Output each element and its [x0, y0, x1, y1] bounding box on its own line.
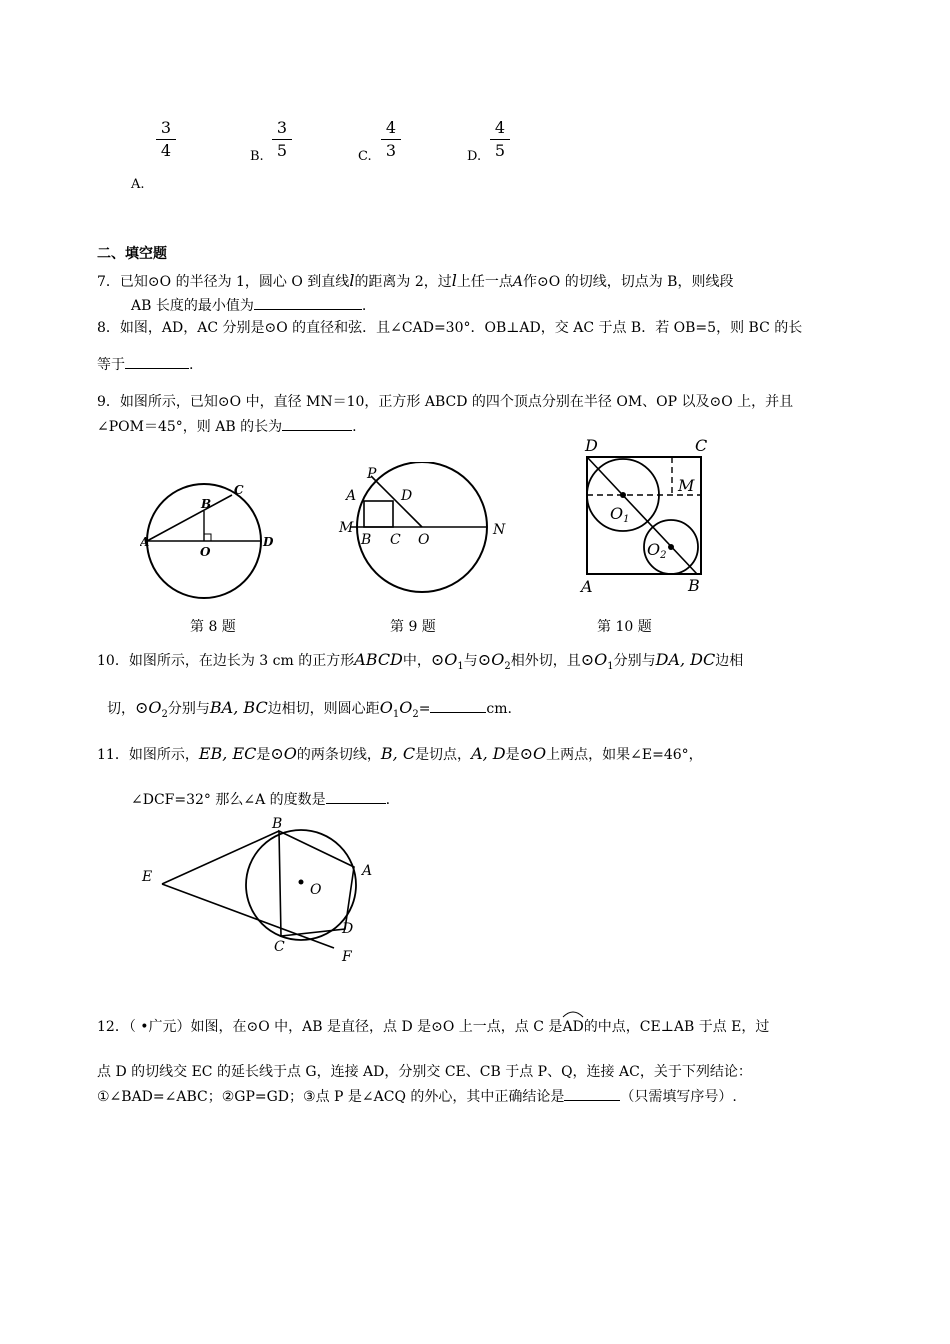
- option-c-denominator: 3: [385, 141, 397, 160]
- fig10-caption: 第 10 题: [597, 619, 652, 635]
- option-d-fraction: [490, 118, 510, 161]
- q10-text-b: 中，: [402, 653, 431, 669]
- fig9-label-p: P: [367, 466, 377, 482]
- section-title: 二、填空题: [97, 246, 167, 262]
- fig10-center-o2: [668, 544, 674, 550]
- q10-with: 与: [463, 653, 478, 669]
- fig10-label-o1-sub: 1: [623, 514, 630, 525]
- fig8-right-angle: [204, 534, 211, 541]
- fig11-label-d: D: [342, 921, 354, 937]
- q10-line-2: [107, 696, 512, 727]
- q12-text-b: 的中点，CE⊥AB 于点 E，过: [583, 1019, 770, 1035]
- q11-text-f: 上两点，如果∠E=46°，: [546, 747, 703, 763]
- option-d-label: D.: [467, 149, 482, 164]
- fig11-label-a: A: [362, 863, 373, 879]
- q7-line-2: [131, 295, 366, 316]
- q7-text-d: 作⊙O 的切线，切点为 B，则线段: [523, 274, 734, 290]
- option-a-label: A.: [131, 177, 145, 192]
- q10-answer-blank[interactable]: [430, 698, 486, 713]
- q11-line-2: [131, 789, 390, 810]
- q10-text-d: 分别与: [613, 653, 656, 669]
- fig8-chord-ac: [147, 495, 232, 541]
- fig9-label-o: O: [418, 532, 430, 548]
- fig8-caption: 第 8 题: [190, 619, 236, 635]
- fig8-label-b: B: [201, 497, 212, 511]
- q8-text-b: .: [189, 357, 194, 373]
- fig10-label-o1: [610, 504, 630, 525]
- option-d-denominator: 5: [494, 141, 506, 160]
- q9-line-1: 9．如图所示，已知⊙O 中，直径 MN＝10，正方形 ABCD 的四个顶点分别在半径 OM、OP 以及⊙O 上，并且: [97, 394, 794, 410]
- q12-line-1: [97, 1016, 769, 1038]
- fig10-label-o2-main: O: [647, 540, 661, 559]
- q7-text-a: 7．已知⊙O 的半径为 1，圆心 O 到直线: [97, 274, 350, 290]
- q7-answer-blank[interactable]: [254, 295, 362, 310]
- option-a-numerator: 3: [156, 118, 176, 140]
- q12-line-2: 点 D 的切线交 EC 的延长线于点 G，连接 AD，分别交 CE、CB 于点 P、Q，连接 AC，关于下列结论：: [97, 1064, 752, 1080]
- fig9-label-a: A: [346, 488, 357, 504]
- fig8-label-o: O: [200, 545, 211, 559]
- q7-var-l-2: l: [451, 271, 457, 290]
- option-b-label: B.: [250, 149, 264, 164]
- q10-abcd: ABCD: [354, 650, 403, 669]
- q12-arc-text: AD: [562, 1019, 584, 1035]
- fig11-label-o: O: [310, 882, 322, 898]
- option-b-numerator: 3: [272, 118, 292, 140]
- q10-text-e: 边相: [715, 653, 744, 669]
- fig9-label-b: B: [361, 532, 372, 548]
- q10-text-c: 相外切，且: [510, 653, 581, 669]
- option-c-fraction: [381, 118, 401, 161]
- option-a-denominator: 4: [160, 141, 172, 160]
- q12-text-d: （只需填写序号）.: [620, 1089, 737, 1105]
- fig9-caption: 第 9 题: [390, 619, 436, 635]
- q10-o1b: ⊙O: [580, 650, 608, 669]
- q12-text-a: 12．（ •广元）如图，在⊙O 中，AB 是直径，点 D 是⊙O 上一点，点 C 是: [97, 1019, 563, 1035]
- q10-babc: BA, BC: [209, 698, 268, 717]
- figure-11: [138, 812, 378, 964]
- q11-line-1: [97, 742, 703, 767]
- fig9-square-abcd: [364, 501, 393, 527]
- fig10-label-m: M: [678, 476, 695, 495]
- q9-text-a: ∠POM＝45°，则 AB 的长为: [97, 419, 283, 435]
- q11-circle: ⊙O: [270, 744, 297, 763]
- fig10-label-o1-main: O: [610, 504, 624, 523]
- fig9-label-c: C: [390, 532, 401, 548]
- figure-10: [575, 433, 715, 595]
- q7-text-e: AB 长度的最小值为: [131, 298, 254, 314]
- q10-oo-a: O: [379, 698, 393, 717]
- fig11-circle: [246, 830, 356, 940]
- fig11-center-dot: [299, 880, 304, 885]
- q10-text-g: 分别与: [167, 701, 210, 717]
- option-a-fraction: [156, 118, 176, 161]
- q7-line-1: [97, 271, 733, 292]
- q7-text-f: .: [361, 298, 367, 314]
- q10-o2-sub: 2: [504, 660, 511, 672]
- q11-circle-2: ⊙O: [519, 744, 547, 763]
- q10-o1-sub: 1: [457, 660, 464, 672]
- q8-answer-blank[interactable]: [125, 354, 189, 369]
- fig8-label-a: A: [140, 535, 150, 549]
- q10-o1: ⊙O: [430, 650, 458, 669]
- fig11-label-f: F: [342, 949, 352, 964]
- q10-text-f: 切，: [107, 701, 135, 717]
- q10-line-1: [97, 648, 743, 679]
- q8-line-1: 8．如图，AD，AC 分别是⊙O 的直径和弦．且∠CAD=30°．OB⊥AD，交 AC 于点 B．若 OB=5，则 BC 的长: [97, 320, 803, 336]
- q10-text-a: 10．如图所示，在边长为 3 cm 的正方形: [97, 653, 355, 669]
- q11-ad: A, D: [471, 744, 506, 763]
- figure-9: [330, 462, 520, 604]
- fig11-tangent-eb: [162, 831, 279, 884]
- q11-text-d: 是切点，: [415, 747, 472, 763]
- q11-text-g: ∠DCF=32° 那么∠A 的度数是: [131, 792, 326, 808]
- fig10-label-d: D: [585, 436, 598, 455]
- fig10-diagonal: [587, 457, 697, 574]
- q10-o1b-sub: 1: [607, 660, 614, 672]
- q9-answer-blank[interactable]: [282, 416, 352, 431]
- option-b-denominator: 5: [276, 141, 288, 160]
- q7-text-b: 的距离为 2，过: [354, 274, 452, 290]
- figure-8: [140, 482, 280, 604]
- fig8-label-d: D: [263, 535, 274, 549]
- q10-oo-sub1: 1: [392, 708, 400, 720]
- q10-dadc: DA, DC: [655, 650, 716, 669]
- q10-o2b-sub: 2: [161, 708, 168, 720]
- q11-text-a: 11．如图所示，: [97, 747, 199, 763]
- q12-text-c: ①∠BAD=∠ABC；②GP=GD；③点 P 是∠ACQ 的外心，其中正确结论是: [97, 1089, 565, 1105]
- q12-arc-symbol-icon: [562, 1010, 584, 1018]
- option-c-label: C.: [358, 149, 372, 164]
- q9-line-2: [97, 416, 357, 437]
- q12-arc-ad: [562, 1016, 583, 1038]
- fig10-label-o2: [647, 540, 667, 561]
- q11-text-c: 的两条切线，: [296, 747, 381, 763]
- q10-equals: =: [418, 701, 431, 717]
- fig10-center-o1: [620, 492, 626, 498]
- fig11-label-b: B: [272, 816, 283, 832]
- q8-text-a: 等于: [97, 357, 125, 373]
- fig8-label-c: C: [234, 483, 244, 497]
- fig10-label-o2-sub: 2: [660, 550, 667, 561]
- option-d-numerator: 4: [490, 118, 510, 140]
- q10-text-h: 边相切，则圆心距: [267, 701, 380, 717]
- q12-answer-blank[interactable]: [564, 1086, 620, 1101]
- q11-ebec: EB, EC: [198, 744, 257, 763]
- q10-o2b: ⊙O: [135, 698, 162, 717]
- q11-bc: B, C: [380, 744, 416, 763]
- q11-text-h: .: [385, 792, 391, 808]
- fig10-label-b: B: [688, 576, 700, 595]
- fig11-label-c: C: [274, 939, 285, 955]
- q7-var-l: l: [349, 271, 355, 290]
- option-c-numerator: 4: [381, 118, 401, 140]
- q10-unit: cm.: [486, 701, 512, 717]
- fig10-label-a: A: [581, 577, 593, 595]
- q11-text-b: 是: [256, 747, 271, 763]
- fig10-label-c: C: [695, 436, 708, 455]
- q8-line-2: [97, 354, 193, 375]
- fig9-label-d: D: [401, 488, 413, 504]
- q11-answer-blank[interactable]: [326, 789, 386, 804]
- fig9-label-m: M: [339, 520, 354, 536]
- fig11-label-e: E: [142, 869, 153, 885]
- option-b-fraction: [272, 118, 292, 161]
- q7-text-c: 上任一点: [456, 274, 513, 290]
- q12-line-3: [97, 1086, 737, 1107]
- fig11-tangent-ecf: [162, 884, 334, 948]
- q7-var-a: A: [512, 274, 524, 290]
- q9-text-b: .: [352, 419, 357, 435]
- q10-o2: ⊙O: [477, 650, 505, 669]
- fig9-label-n: N: [493, 522, 506, 538]
- q11-text-e: 是: [505, 747, 520, 763]
- q10-oo-b: O: [399, 698, 413, 717]
- q10-oo-sub2: 2: [412, 708, 419, 720]
